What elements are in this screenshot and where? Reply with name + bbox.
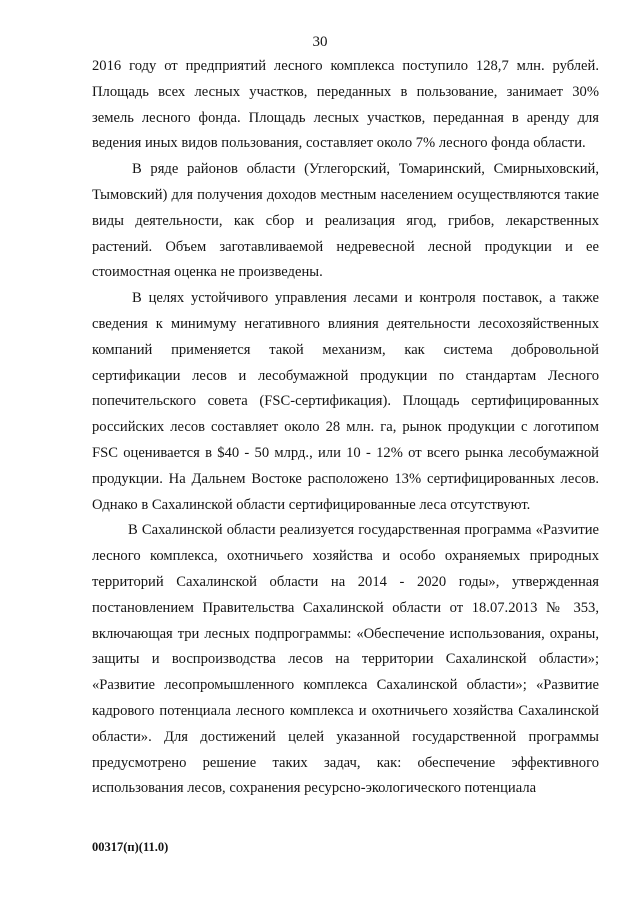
- document-code: 00317(п)(11.0): [92, 840, 169, 854]
- page-number: 30: [312, 34, 328, 50]
- paragraph-fsc-certification: В целях устойчивого управления лесами и контроля поставок, а также сведения к минимуму негативного влияния деятельности лесохозяйственных компаний применяется такой механизм, как система добровольной сертификации лесов и лесобумажной продукции по стандартам Лесного попечительского совета (FSC-сертификация). Площадь сертифицированных российских лесов составляет около 28 млн. га, рынок продукции с логотипом FSC оценивается в $40 - 50 млрд., или 10 - 12% от всего рынка лесобумажной продукции. На Дальнем Востоке расположено 13% сертифицированных лесов. Однако в Сахалинской области сертифицированные леса отсутствуют.: [92, 290, 599, 513]
- paragraph-forest-revenue: 2016 году от предприятий лесного комплекса поступило 128,7 млн. рублей. Площадь всех лесных участков, переданных в пользование, занимает 30% земель лесного фонда. Площадь лесных участков, переданная в аренду для ведения иных видов пользования, составляет около 7% лесного фонда области.: [92, 58, 599, 152]
- paragraph-state-program: В Сахалинской области реализуется государственная программа «Разvитие лесного комплекса, охотничьего хозяйства и особо охраняемых природных территорий Сахалинской области на 2014 - 2020 годы», утвержденная постановлением Правительства Сахалинской области от 18.07.2013 № 353, включающая три лесных подпрограммы: «Обеспечение использования, охраны, защиты и воспроизводства лесов на территории Сахалинской области»; «Развитие лесопромышленного комплекса Сахалинской области»; «Развитие кадрового потенциала лесного комплекса и охотничьего хозяйства Сахалинской области». Для достижений целей указанной государственной программы предусмотрено решение таких задач, как: обеспечение эффективного использования лесов, сохранения ресурсно-экологического потенциала: [92, 522, 599, 797]
- paragraph-non-timber-products: В ряде районов области (Углегорский, Томаринский, Смирныховский, Тымовский) для получения доходов местным населением осуществляются такие виды деятельности, как сбор и реализация ягод, грибов, лекарственных растений. Объем заготавливаемой недревесной лесной продукции и ее стоимостная оценка не произведены.: [92, 161, 599, 281]
- document-body: [92, 54, 599, 802]
